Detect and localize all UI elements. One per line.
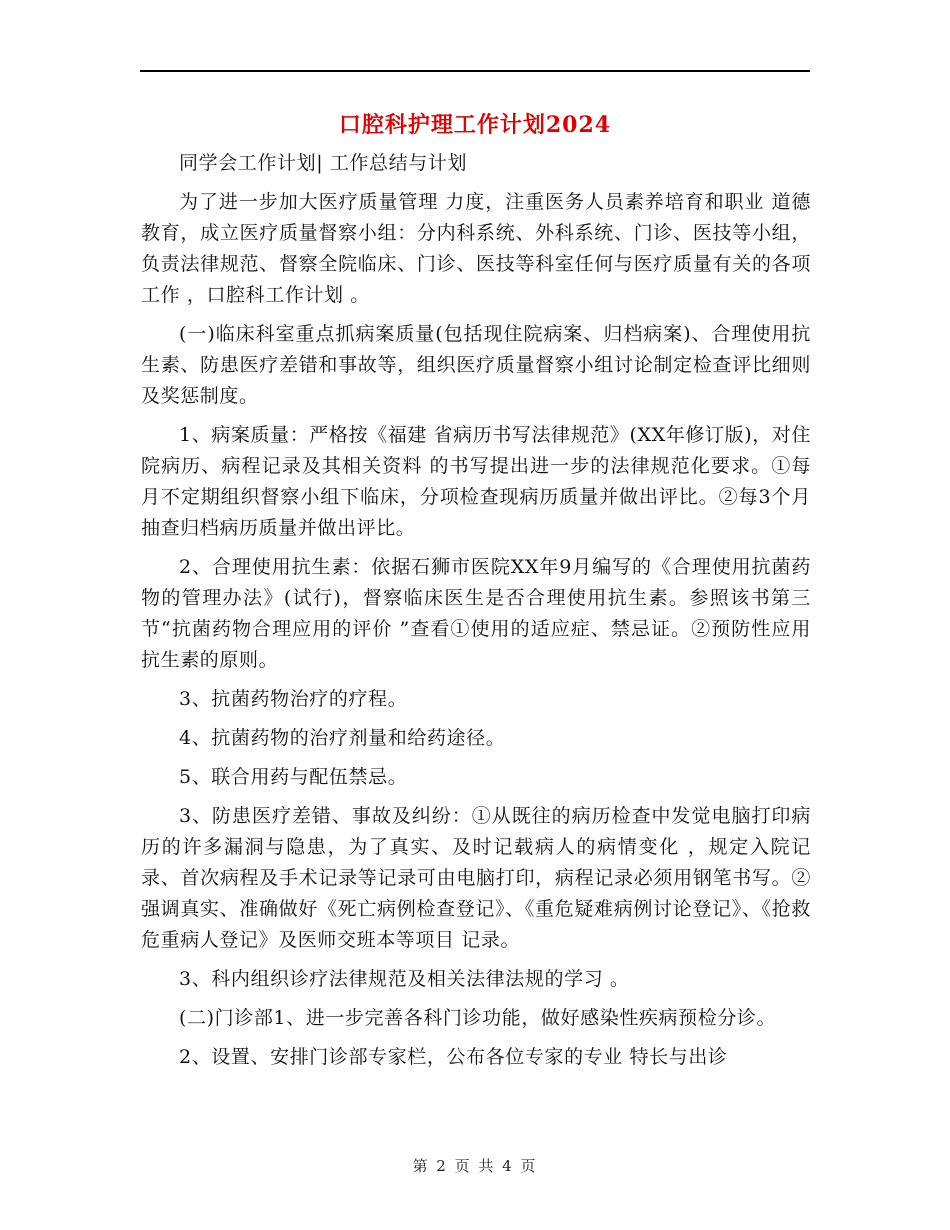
paragraph: (一)临床科室重点抓病案质量(包括现住院病案、归档病案)、合理使用抗生素、防患医疗差错和事故等，组织医疗质量督察小组讨论制定检查评比细则及奖惩制度。 [141,323,811,407]
paragraph: 2、设置、安排门诊部专家栏，公布各位专家的专业 特长与出诊 [179,1046,728,1068]
document-body [141,148,811,1081]
paragraph: 2、合理使用抗生素：依据石狮市医院XX年9月编写的《合理使用抗菌药物的管理办法》(试行)，督察临床医生是否合理使用抗生素。参照该书第三节“抗菌药物合理应用的评价 ”查看①使用的适应症、禁忌证。②预防性应用抗生素的原则。 [141,556,811,671]
paragraph: 5、联合用药与配伍禁忌。 [179,766,408,788]
paragraph: 3、防患医疗差错、事故及纠纷：①从既往的病历检查中发觉电脑打印病历的许多漏洞与隐患，为了真实、及时记载病人的病情变化 ，规定入院记录、首次病程及手术记录等记录可由电脑打印，病程记录必须用钢笔书写。②强调真实、准确做好《死亡病例检查登记》、《重危疑难病例讨论登记》、《抢救危重病人登记》及医师交班本等项目 记录。 [141,805,811,951]
paragraph: 1、病案质量：严格按《福建 省病历书写法律规范》(XX年修订版)，对住院病历、病程记录及其相关资料 的书写提出进一步的法律规范化要求。①每月不定期组织督察小组下临床，分项检查现病历质量并做出评比。②每3个月抽查归档病历质量并做出评比。 [141,424,812,539]
paragraph: 4、抗菌药物的治疗剂量和给药途径。 [179,727,506,749]
paragraph: 为了进一步加大医疗质量管理 力度，注重医务人员素养培育和职业 道德 教育，成立医疗质量督察小组：分内科系统、外科系统、门诊、医技等小组，负责法律规范、督察全院临床、门诊、医技等科室任何与医疗质量有关的各项工作 ，口腔科工作计划 。 [141,191,811,306]
paragraph: (二)门诊部1、进一步完善各科门诊功能，做好感染性疾病预检分诊。 [179,1007,777,1029]
paragraph: 3、科内组织诊疗法律规范及相关法律法规的学习 。 [179,968,630,990]
document-title: 口腔科护理工作计划2024 [338,112,612,138]
page-footer: 第 2 页 共 4 页 [412,1157,538,1175]
paragraph: 同学会工作计划| 工作总结与计划 [179,152,468,174]
header-rule [140,70,810,72]
paragraph: 3、抗菌药物治疗的疗程。 [179,688,408,710]
